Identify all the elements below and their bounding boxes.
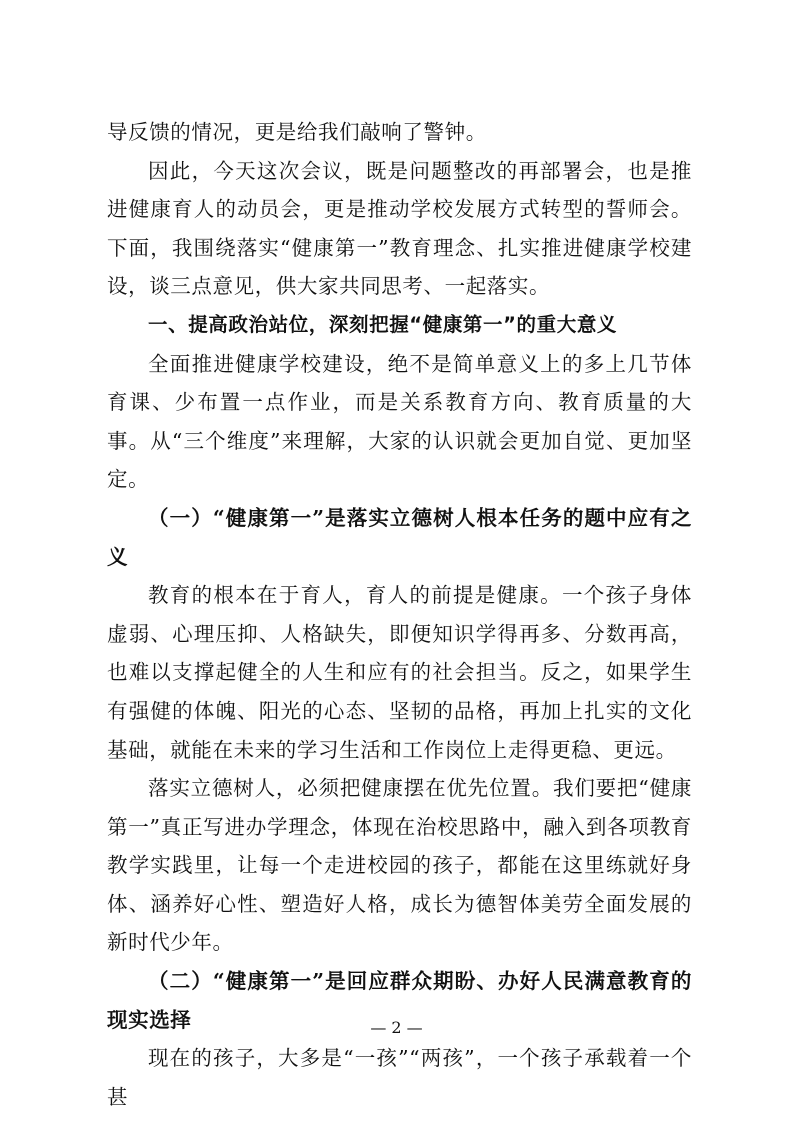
paragraph-meeting-purpose: 因此，今天这次会议，既是问题整改的再部署会，也是推进健康育人的动员会，更是推动学校发展方式转型的誓师会。下面，我围绕落实“健康第一”教育理念、扎实推进健康学校建设，谈三点意见，供大家共同思考、一起落实。 <box>107 158 692 299</box>
paragraph-children: 现在的孩子，大多是“一孩”“两孩”，一个孩子承载着一个甚 <box>107 1046 692 1109</box>
paragraph-education-root: 教育的根本在于育人，育人的前提是健康。一个孩子身体虚弱、心理压抑、人格缺失，即便知识学得再多、分数再高，也难以支撑起健全的人生和应有的社会担当。反之，如果学生有强健的体魄、阳光的心态、坚韧的品格，再加上扎实的文化基础，就能在未来的学习生活和工作岗位上走得更稳、更远。 <box>107 583 692 762</box>
paragraph-priority: 落实立德树人，必须把健康摆在优先位置。我们要把“健康第一”真正写进办学理念，体现在治校思路中，融入到各项教育教学实践里，让每一个走进校园的孩子，都能在这里练就好身体、涵养好心性、塑造好人格，成长为德智体美劳全面发展的新时代少年。 <box>107 776 692 955</box>
subsection-heading-1: （一）“健康第一”是落实立德树人根本任务的题中应有之义 <box>107 505 692 569</box>
paragraph-significance: 全面推进健康学校建设，绝不是简单意义上的多上几节体育课、少布置一点作业，而是关系教育方向、教育质量的大事。从“三个维度”来理解，大家的认识就会更加自觉、更加坚定。 <box>107 351 692 492</box>
section-heading-1: 一、提高政治站位，深刻把握“健康第一”的重大意义 <box>148 312 618 336</box>
document-body <box>107 113 692 1116</box>
subsection-heading-2: （二）“健康第一”是回应群众期盼、办好人民满意教育的现实选择 <box>107 969 692 1032</box>
page-number: — 2 — <box>370 1018 423 1037</box>
paragraph-continuation: 导反馈的情况，更是给我们敲响了警钟。 <box>107 120 487 144</box>
